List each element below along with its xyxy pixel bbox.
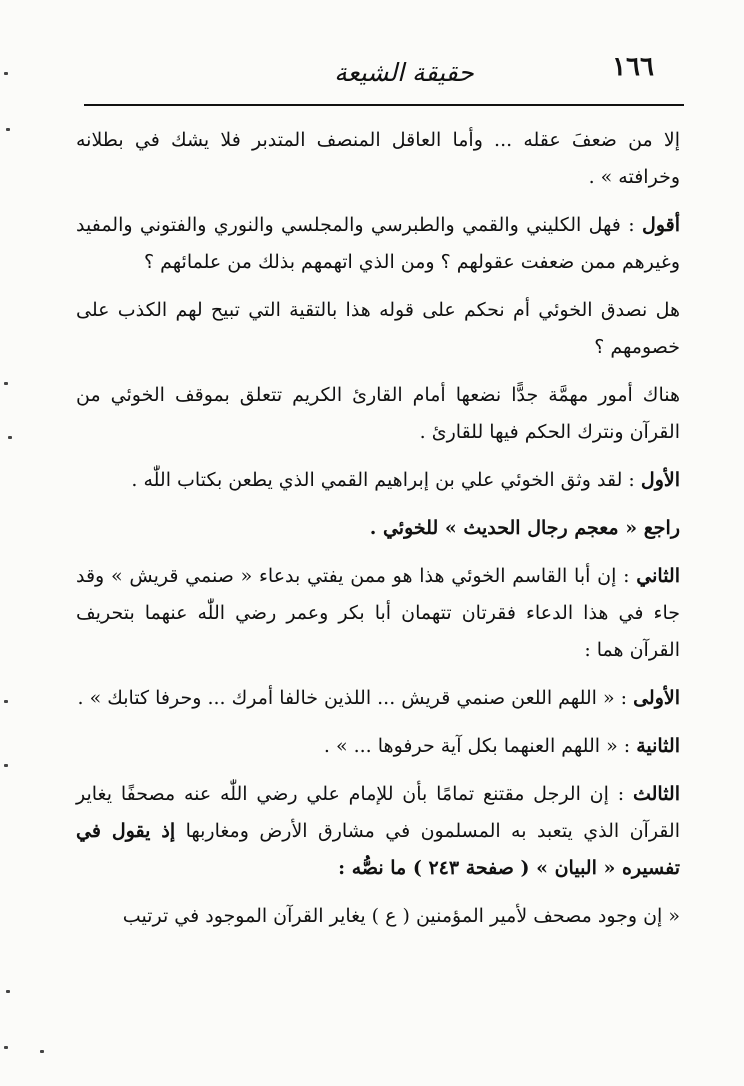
paragraph-text: راجع « معجم رجال الحديث » للخوئي . [369,517,680,539]
margin-mark [4,700,8,703]
paragraph-2 [76,207,680,281]
paragraph-text: : إن الرجل مقتنع تمامًا بأن للإمام علي رضي اللّٰه عنه مصحفًا يغاير القرآن الذي يتعبد به المسلمون في مشارق الأرض ومغاربها [76,783,680,842]
book-title: حقيقة الشيعة [334,58,474,87]
margin-mark [4,1046,8,1049]
paragraph-text: : لقد وثق الخوئي علي بن إبراهيم القمي الذي يطعن بكتاب اللّٰه . [131,469,641,491]
paragraph-text: إلا من ضعفَ عقله ... وأما العاقل المنصف المتدبر فلا يشك في بطلانه وخرافته » . [76,129,680,188]
page-body [76,122,680,946]
paragraph-10 [76,776,680,887]
paragraph-lead: الأول [640,469,680,491]
paragraph-1 [76,122,680,196]
paragraph-lead: الثاني [636,565,680,587]
header-rule [84,104,684,106]
paragraph-tail: إذ يقول في تفسيره « البيان » ( صفحة ٢٤٣ ) ما نصُّه : [76,820,680,879]
paragraph-3 [76,292,680,366]
page-header [84,50,654,98]
paragraph-11 [76,898,680,935]
margin-mark [4,764,8,767]
paragraph-text: : إن أبا القاسم الخوئي هذا هو ممن يفتي بدعاء « صنمي قريش » وقد جاء في هذا الدعاء فقرتان تتهمان أبا بكر وعمر رضي اللّٰه عنهما بتحريف القرآن هما : [76,565,680,661]
paragraph-lead: الثانية [636,735,680,757]
paragraph-text: هل نصدق الخوئي أم نحكم على قوله هذا بالتقية التي تبيح لهم الكذب على خصومهم ؟ [76,299,680,358]
paragraph-text: : « اللهم اللعن صنمي قريش ... اللذين خالفا أمرك ... وحرفا كتابك » . [77,687,634,709]
paragraph-lead: أقول [642,214,680,236]
paragraph-7 [76,558,680,669]
paragraph-4 [76,377,680,451]
margin-mark [40,1050,44,1053]
page-number: ١٦٦ [612,52,654,82]
margin-mark [6,990,10,993]
paragraph-text: هناك أمور مهمَّة جدًّا نضعها أمام القارئ الكريم تتعلق بموقف الخوئي من القرآن ونترك الحكم فيها للقارئ . [76,384,680,443]
paragraph-lead: الثالث [632,783,680,805]
paragraph-9 [76,728,680,765]
margin-mark [8,436,12,439]
paragraph-text: « إن وجود مصحف لأمير المؤمنين ( ع ) يغاير القرآن الموجود في ترتيب [122,905,680,927]
paragraph-8 [76,680,680,717]
paragraph-text: : فهل الكليني والقمي والطبرسي والمجلسي والنوري والفتوني والمفيد وغيرهم ممن ضعفت عقولهم ؟ ومن الذي اتهمهم بذلك من علمائهم ؟ [76,214,680,273]
paragraph-6 [76,510,680,547]
margin-mark [4,382,8,385]
paragraph-lead: الأولى [633,687,680,709]
margin-mark [4,72,8,75]
paragraph-text: : « اللهم العنهما بكل آية حرفوها ... » . [323,735,637,757]
paragraph-5 [76,462,680,499]
margin-mark [6,128,10,131]
